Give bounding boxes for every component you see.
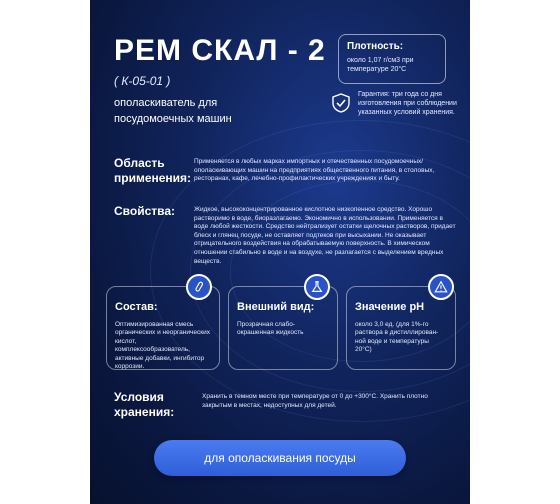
storage-text: Хранить в темном месте при температуре от 0 до +300°С. Хранить плотно закрытым в местах, недоступных для детей. — [202, 393, 428, 409]
properties-label: Свойства: — [114, 204, 176, 218]
composition-text: Оптимизированная смесь органических и неорганических кислот, комплексообразователь, активные добавки, ингибитор коррозии. — [115, 321, 210, 371]
shield-check-icon — [330, 92, 352, 114]
appearance-heading: Внешний вид: — [237, 301, 315, 313]
product-title: РЕМ СКАЛ - 2 — [114, 34, 326, 67]
density-box — [338, 34, 446, 84]
application-text: Применяется в любых марках импортных и отечественных посудомоечных/ополаскивающих машин на предприятиях общественного питания, в столовых, ресторанах, кафе, лечебно-профилактических учреждениях и быту. — [194, 158, 435, 183]
density-heading: Плотность: — [347, 41, 404, 52]
appearance-text: Прозрачная слабо-окрашенная жидкость — [237, 321, 304, 337]
ph-text: около 3,0 ед. (для 1%-го раствора в дистиллирован-ной воде и температуры 20°С) — [355, 321, 439, 354]
ph-heading: Значение рН — [355, 301, 425, 313]
guarantee-text: Гарантия: три года со дня изготовления при соблюдении указанных условий хранения. — [358, 91, 457, 116]
density-text: около 1,07 г/см3 при температуре 20°С — [347, 57, 414, 73]
product-code: ( К-05-01 ) — [114, 74, 171, 88]
flask-icon — [304, 274, 330, 300]
storage-label: Условия хранения: — [114, 390, 175, 419]
composition-heading: Состав: — [115, 301, 158, 313]
product-card — [90, 0, 470, 504]
warning-icon — [428, 274, 454, 300]
test-tube-icon — [186, 274, 212, 300]
product-subtitle: ополаскиватель для посудомоечных машин — [114, 97, 232, 125]
properties-text: Жидкое, высококонцентрированное кислотное низкопенное средство. Хорошо растворимо в воде, биоразлагаемо. Экономично в использовании. Применяется в воде любой жесткости. Средство нейтрализует остатки щелочных растворов, придает блеск и глянец посуде, не оставляет подтеков при высыхании. Не оказывает отрицательного воздействия на обрабатываемую поверхность. В химическом отношении стабильно в воде и на воздухе, не разлагается с выделением вредных веществ. — [194, 206, 456, 265]
rinse-dishes-button[interactable]: для ополаскивания посуды — [154, 440, 406, 476]
application-label: Область применения: — [114, 156, 192, 185]
